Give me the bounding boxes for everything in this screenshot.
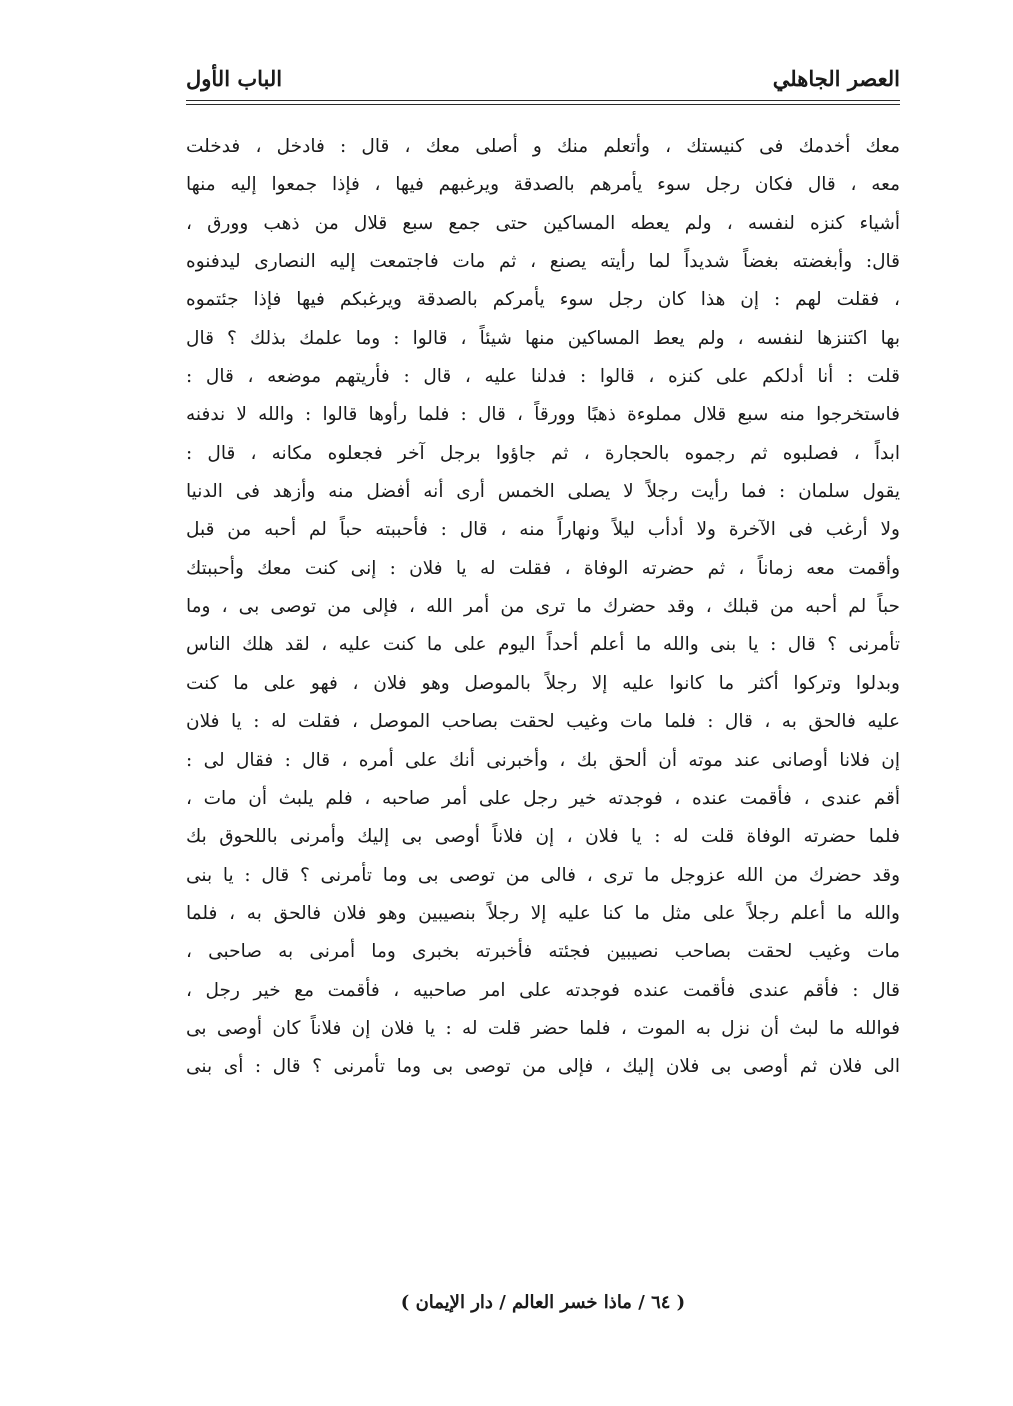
text-line: فلما حضرته الوفاة قلت له : يا فلان ، إن فلاناً أوصى بى إليك وأمرنى باللحوق بك bbox=[186, 826, 900, 848]
text-line: ابداً ، فصلبوه ثم رجموه بالحجارة ، ثم جاؤوا برجل آخر فجعلوه مكانه ، قال : bbox=[186, 442, 900, 464]
text-line: يقول سلمان : فما رأيت رجلاً لا يصلى الخمس أرى أنه أفضل منه وأزهد فى الدنيا bbox=[186, 481, 900, 503]
header-chapter-title: الباب الأول bbox=[186, 66, 283, 91]
running-header bbox=[186, 58, 900, 98]
text-line: أقم عندى ، فأقمت عنده ، فوجدته خير رجل على أمر صاحبه ، فلم يلبث أن مات ، bbox=[186, 787, 900, 809]
text-line: فوالله ما لبث أن نزل به الموت ، فلما حضر قلت له : يا فلان إن فلاناً كان أوصى بى bbox=[186, 1017, 900, 1039]
page-footer: ( ٦٤ / ماذا خسر العالم / دار الإيمان ) bbox=[400, 1292, 686, 1313]
text-line: قال: وأبغضته بغضاً شديداً لما رأيته يصنع ، ثم مات فاجتمعت إليه النصارى ليدفنوه bbox=[186, 251, 900, 273]
text-line: والله ما أعلم رجلاً على مثل ما كنا عليه إلا رجلاً بنصيبين وهو فلان فالحق به ، فلما bbox=[186, 902, 900, 924]
text-line: وقد حضرك من الله عزوجل ما ترى ، فالى من توصى بى وما تأمرنى ؟ قال : يا بنى bbox=[186, 864, 900, 886]
text-line: أشياء كنزه لنفسه ، ولم يعطه المساكين حتى جمع سبع قلال من ذهب وورق ، bbox=[186, 212, 900, 234]
text-line: معه ، قال فكان رجل سوء يأمرهم بالصدقة ويرغبهم فيها ، فإذا جمعوا إليه منها bbox=[186, 174, 900, 196]
text-line: معك أخدمك فى كنيستك ، وأتعلم منك و أصلى معك ، قال : فادخل ، فدخلت bbox=[186, 136, 900, 157]
text-line: فاستخرجوا منه سبع قلال مملوءة ذهبًا وورقاً ، قال : فلما رأوها قالوا : والله لا ندفنه bbox=[186, 404, 900, 426]
header-divider bbox=[186, 100, 900, 101]
text-line: ولا أرغب فى الآخرة ولا أدأب ليلاً ونهاراً منه ، قال : فأحببته حباً لم أحبه من قبل bbox=[186, 519, 900, 541]
text-line: وأقمت معه زماناً ، ثم حضرته الوفاة ، فقلت له يا فلان : إنى كنت معك وأحببتك bbox=[186, 557, 900, 579]
text-line: قلت : أنا أدلكم على كنزه ، قالوا : فدلنا عليه ، قال : فأريتهم موضعه ، قال : bbox=[186, 366, 900, 388]
header-divider-thin bbox=[186, 104, 900, 105]
text-line: تأمرنى ؟ قال : يا بنى والله ما أعلم أحداً اليوم على ما كنت عليه ، لقد هلك الناس bbox=[186, 634, 900, 656]
text-line: إن فلانا أوصانى عند موته أن ألحق بك ، وأخبرنى أنك على أمره ، قال : فقال لى : bbox=[186, 749, 900, 771]
text-line: قال : فأقم عندى فأقمت عنده فوجدته على امر صاحبيه ، فأقمت مع خير رجل ، bbox=[186, 979, 900, 1001]
text-line: مات وغيب لحقت بصاحب نصيبين فجئته فأخبرته بخبرى وما أمرنى به صاحبى ، bbox=[186, 941, 900, 963]
text-line: حباً لم أحبه من قبلك ، وقد حضرك ما ترى من أمر الله ، فإلى من توصى بى ، وما bbox=[186, 596, 900, 618]
text-line: ، فقلت لهم : إن هذا كان رجل سوء يأمركم بالصدقة ويرغبكم فيها فإذا جئتموه bbox=[186, 289, 900, 311]
text-line: الى فلان ثم أوصى بى فلان إليك ، فإلى من توصى بى وما تأمرنى ؟ قال : أى بنى bbox=[186, 1056, 900, 1078]
header-book-title: العصر الجاهلي bbox=[772, 66, 900, 91]
body-text bbox=[186, 128, 900, 1087]
text-line: وبدلوا وتركوا أكثر ما كانوا عليه إلا رجلاً بالموصل وهو فلان ، فهو على ما كنت bbox=[186, 672, 900, 694]
text-line: عليه فالحق به ، قال : فلما مات وغيب لحقت بصاحب الموصل ، فقلت له : يا فلان bbox=[186, 711, 900, 733]
text-line: بها اكتنزها لنفسه ، ولم يعط المساكين منها شيئاً ، قالوا : وما علمك بذلك ؟ قال bbox=[186, 327, 900, 349]
